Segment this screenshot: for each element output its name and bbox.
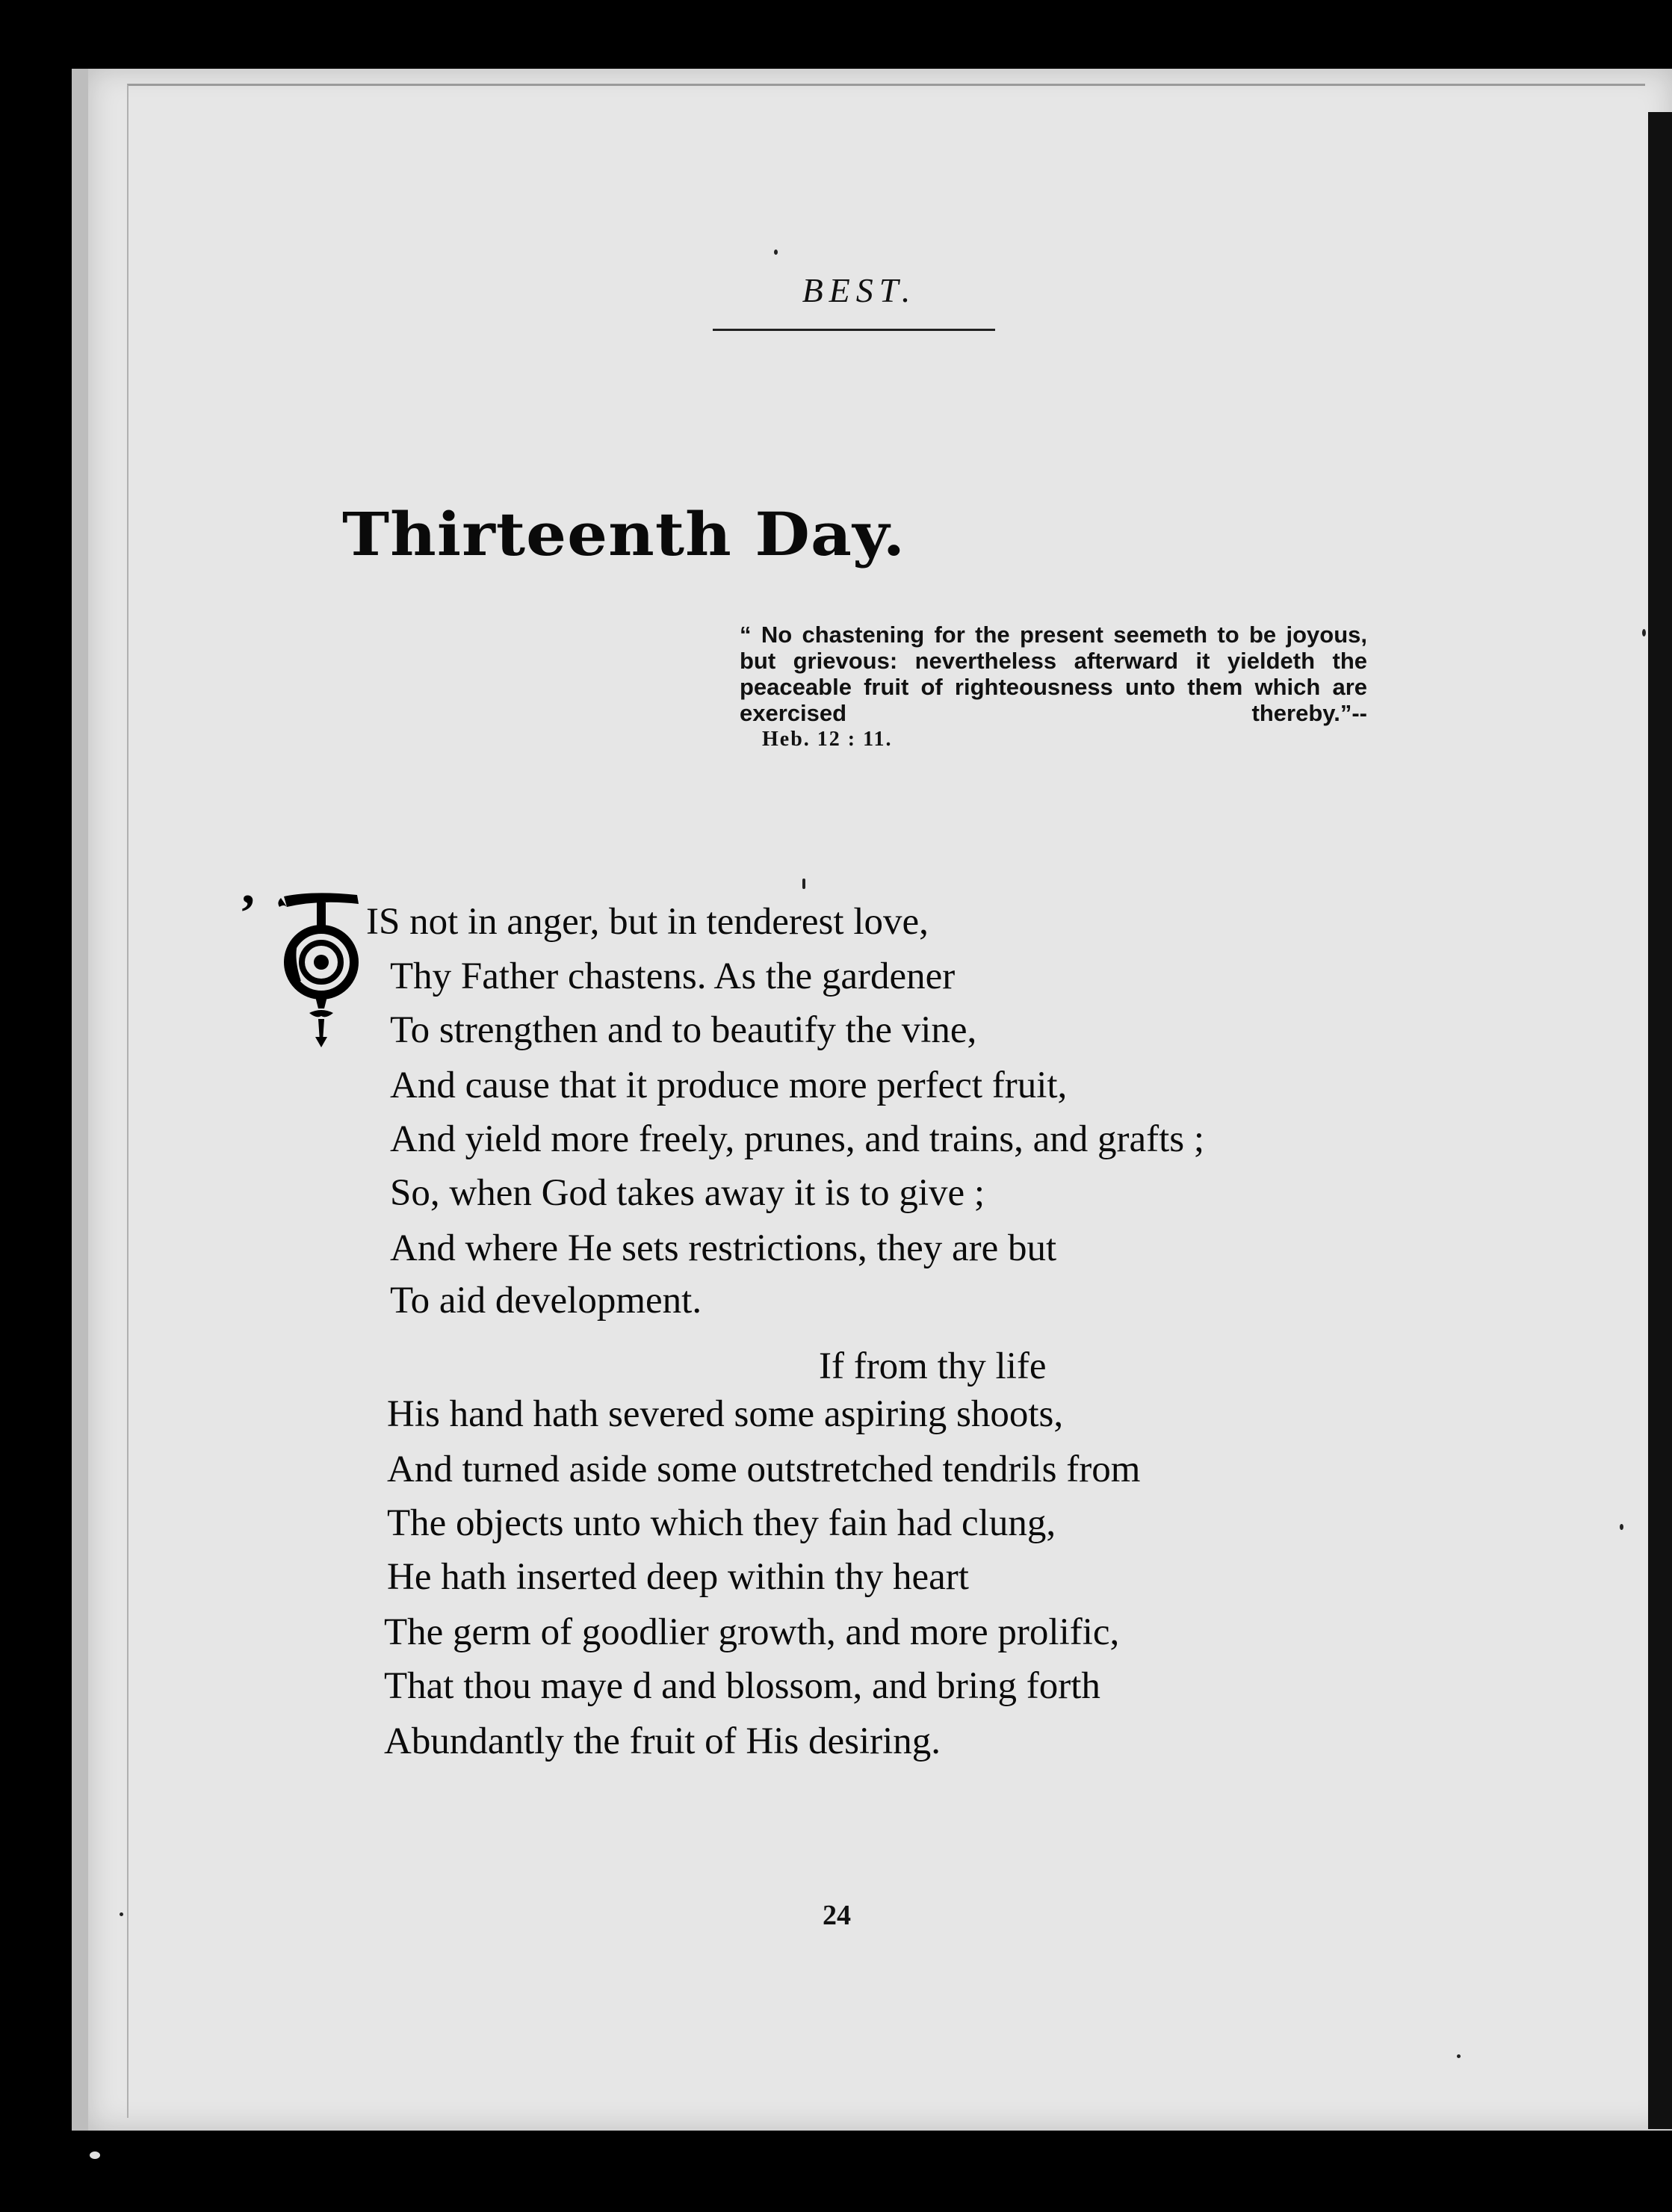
scan-speck [1620,1524,1623,1530]
poem-line: And cause that it produce more perfect fruit, [390,1065,1068,1106]
scan-speck [802,879,805,889]
poem-line: IS not in anger, but in tenderest love, [366,901,929,943]
poem-line: The objects unto which they fain had clung, [387,1502,1056,1544]
poem-line: Thy Father chastens. As the gardener [390,955,956,997]
epigraph-text: “ No chastening for the present seemeth to be joyous, but grievous: nevertheless afterward it yieldeth the peaceable fruit of righteousness unto them which are exercised thereby.”-- [740,622,1367,726]
poem-line: That thou maye d and blossom, and bring forth [384,1665,1100,1707]
page-edge-shadow [1648,112,1672,2129]
ornamental-drop-cap-icon [245,887,372,1059]
poem-line: If from thy life [819,1345,1047,1387]
scan-speck [1457,2054,1461,2058]
scan-speck [774,250,778,255]
scan-speck [120,1912,123,1916]
poem-line: The germ of goodlier growth, and more prolific, [384,1611,1120,1653]
header-rule [713,329,995,331]
scan-speck [1642,629,1646,636]
poem-line: His hand hath severed some aspiring shoots, [387,1393,1064,1435]
page-number: 24 [823,1900,851,1931]
poem-line: Abundantly the fruit of His desiring. [384,1720,941,1762]
poem-line: To aid development. [390,1280,702,1322]
poem-line: He hath inserted deep within thy heart [387,1556,969,1598]
poem-line: And where He sets restrictions, they are but [390,1227,1057,1269]
drop-cap-apostrophe: ’ [239,885,257,942]
epigraph [740,622,1367,752]
poem-line: To strengthen and to beautify the vine, [390,1009,977,1051]
epigraph-reference: Heb. 12 : 11. [762,728,893,751]
poem-line: And turned aside some outstretched tendrils from [387,1449,1141,1490]
scan-speck [90,2151,100,2159]
day-title: Thirteenth Day. [342,499,906,569]
poem-line: So, when God takes away it is to give ; [390,1172,985,1214]
running-head: BEST. [802,271,917,309]
poem-line: And yield more freely, prunes, and trains, and grafts ; [390,1118,1205,1160]
